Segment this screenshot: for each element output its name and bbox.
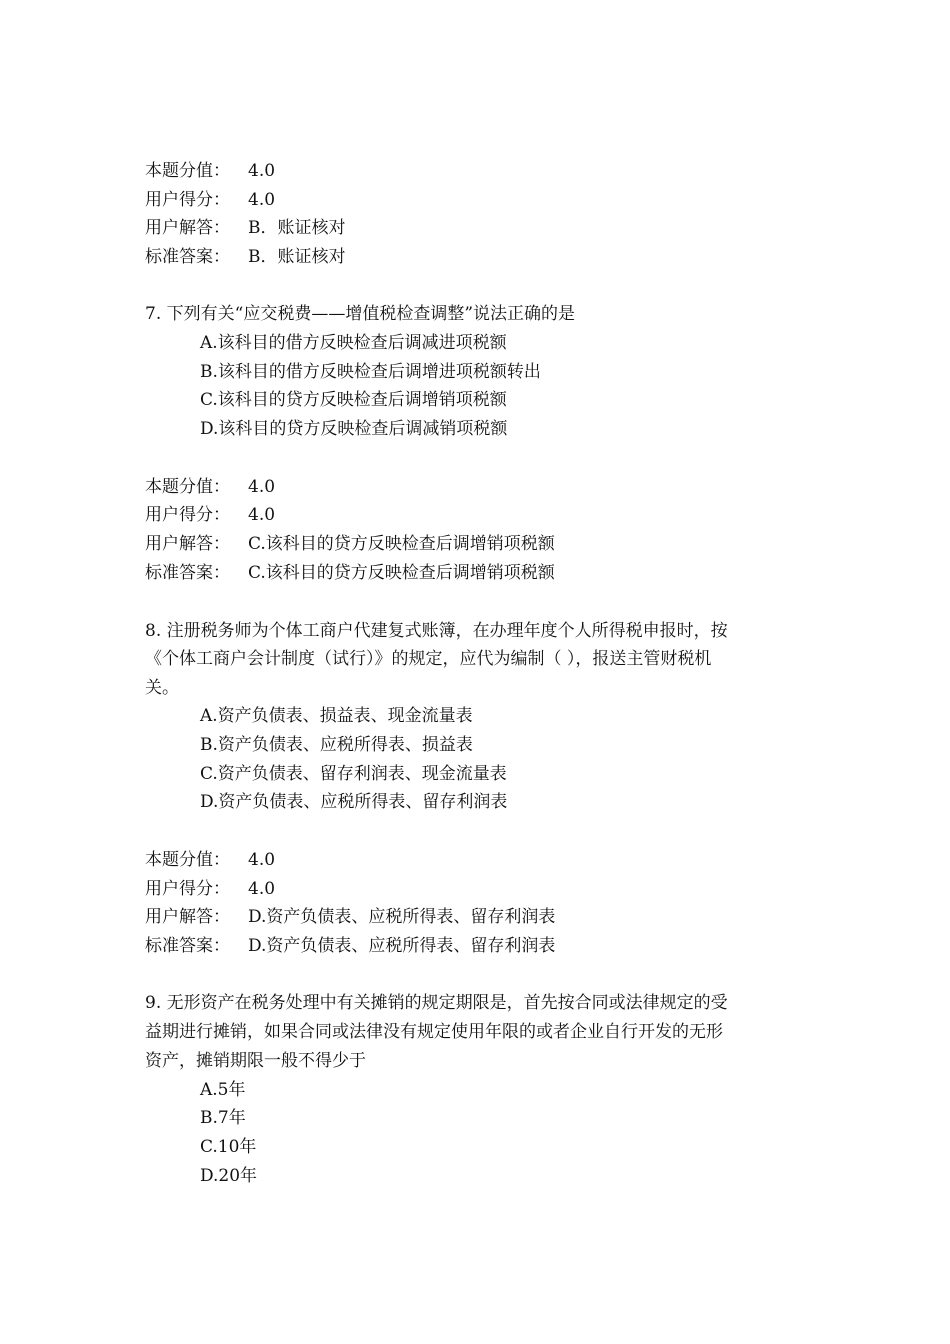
standard-answer-value: B．账证核对 xyxy=(248,247,346,267)
user-score-value: 4.0 xyxy=(248,190,276,210)
user-answer-value: D.资产负债表、应税所得表、留存利润表 xyxy=(248,907,556,927)
question-7-option-b: B.该科目的借方反映检查后调增进项税额转出 xyxy=(200,362,541,382)
question-7-option-c: C.该科目的贷方反映检查后调增销项税额 xyxy=(200,390,507,410)
user-answer-value: C.该科目的贷方反映检查后调增销项税额 xyxy=(248,534,555,554)
question-7-option-d: D.该科目的贷方反映检查后调减销项税额 xyxy=(200,419,508,439)
question-7-option-a: A.该科目的借方反映检查后调减进项税额 xyxy=(200,333,507,353)
score-row xyxy=(145,157,275,185)
question-9-text-line-2: 益期进行摊销，如果合同或法律没有规定使用年限的或者企业自行开发的无形 xyxy=(145,1022,723,1042)
standard-answer-value: D.资产负债表、应税所得表、留存利润表 xyxy=(248,936,556,956)
question-9-option-b: B.7年 xyxy=(200,1108,246,1128)
score-value: 4.0 xyxy=(248,477,276,497)
standard-answer-row xyxy=(145,243,346,271)
question-9-text-line-3: 资产，摊销期限一般不得少于 xyxy=(145,1051,366,1071)
score-row xyxy=(145,473,275,501)
user-answer-label: 用户解答： xyxy=(145,218,230,238)
score-value: 4.0 xyxy=(248,161,276,181)
standard-answer-label: 标准答案： xyxy=(145,563,230,583)
score-label: 本题分值： xyxy=(145,850,230,870)
question-8-option-a: A.资产负债表、损益表、现金流量表 xyxy=(200,706,473,726)
user-answer-label: 用户解答： xyxy=(145,534,230,554)
question-8-text-line-1: 8. 注册税务师为个体工商户代建复式账簿，在办理年度个人所得税申报时，按 xyxy=(145,621,728,641)
question-8-option-c: C.资产负债表、留存利润表、现金流量表 xyxy=(200,764,507,784)
question-9-text-line-1: 9. 无形资产在税务处理中有关摊销的规定期限是，首先按合同或法律规定的受 xyxy=(145,993,728,1013)
user-answer-row xyxy=(145,530,555,558)
user-score-row xyxy=(145,501,275,529)
user-answer-row xyxy=(145,903,555,931)
question-9-option-d: D.20年 xyxy=(200,1166,258,1186)
standard-answer-value: C.该科目的贷方反映检查后调增销项税额 xyxy=(248,563,555,583)
standard-answer-label: 标准答案： xyxy=(145,936,230,956)
question-8-text-line-3: 关。 xyxy=(145,678,179,698)
score-label: 本题分值： xyxy=(145,477,230,497)
question-9-option-a: A.5年 xyxy=(200,1080,246,1100)
score-value: 4.0 xyxy=(248,850,276,870)
user-score-label: 用户得分： xyxy=(145,505,230,525)
user-score-value: 4.0 xyxy=(248,879,276,899)
user-answer-row xyxy=(145,214,346,242)
score-label: 本题分值： xyxy=(145,161,230,181)
standard-answer-label: 标准答案： xyxy=(145,247,230,267)
user-score-row xyxy=(145,875,275,903)
user-score-row xyxy=(145,186,275,214)
user-answer-label: 用户解答： xyxy=(145,907,230,927)
question-9-option-c: C.10年 xyxy=(200,1137,257,1157)
standard-answer-row xyxy=(145,559,555,587)
question-7-text: 7. 下列有关“应交税费——增值税检查调整”说法正确的是 xyxy=(145,304,576,324)
standard-answer-row xyxy=(145,932,555,960)
score-row xyxy=(145,846,275,874)
user-answer-value: B．账证核对 xyxy=(248,218,346,238)
question-8-text-line-2: 《个体工商户会计制度（试行）》的规定，应代为编制（ ），报送主管财税机 xyxy=(145,649,712,669)
user-score-label: 用户得分： xyxy=(145,190,230,210)
question-8-option-b: B.资产负债表、应税所得表、损益表 xyxy=(200,735,473,755)
user-score-value: 4.0 xyxy=(248,505,276,525)
user-score-label: 用户得分： xyxy=(145,879,230,899)
question-8-option-d: D.资产负债表、应税所得表、留存利润表 xyxy=(200,792,508,812)
